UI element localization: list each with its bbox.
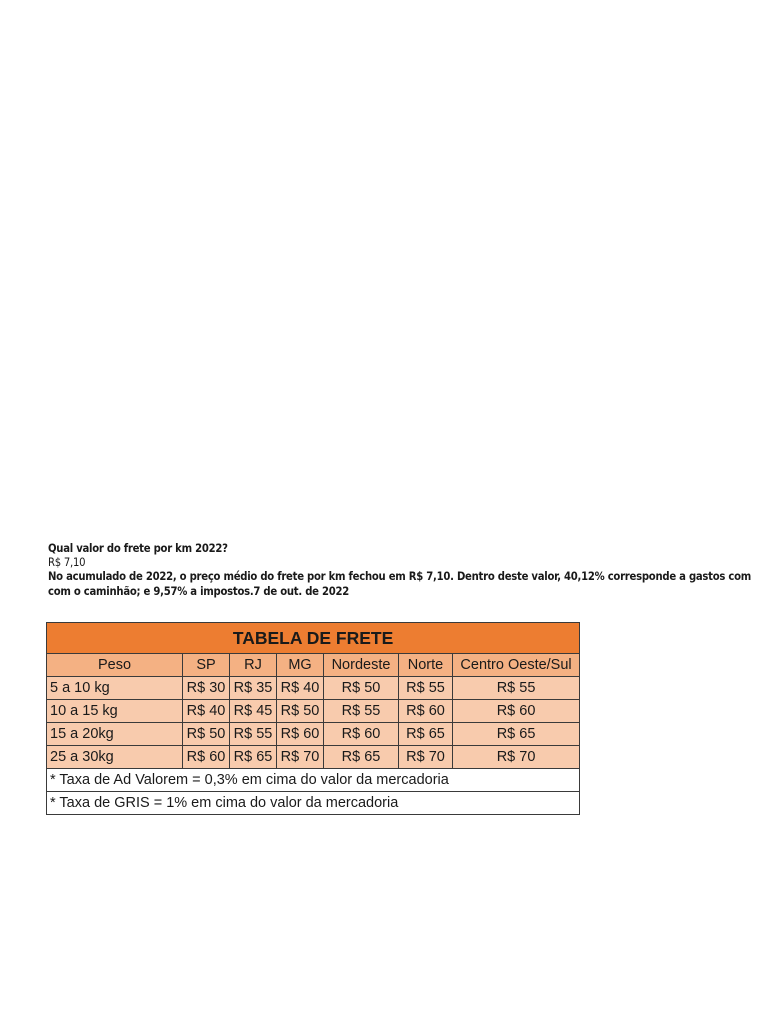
price-cell-norte: R$ 55	[399, 677, 453, 700]
table-row	[47, 723, 580, 746]
price-cell-sp: R$ 50	[183, 723, 230, 746]
price-cell-centro-oeste-sul: R$ 65	[453, 723, 580, 746]
price-cell-norte: R$ 65	[399, 723, 453, 746]
price-cell-mg: R$ 70	[277, 746, 324, 769]
intro-text-block	[48, 542, 768, 599]
table-title: TABELA DE FRETE	[47, 623, 580, 654]
price-cell-nordeste: R$ 60	[324, 723, 399, 746]
column-header-weight: Peso	[47, 654, 183, 677]
column-header-norte: Norte	[399, 654, 453, 677]
price-cell-centro-oeste-sul: R$ 70	[453, 746, 580, 769]
note-gris: * Taxa de GRIS = 1% em cima do valor da mercadoria	[47, 792, 580, 815]
table-row	[47, 677, 580, 700]
price-cell-norte: R$ 70	[399, 746, 453, 769]
price-cell-mg: R$ 60	[277, 723, 324, 746]
price-cell-sp: R$ 30	[183, 677, 230, 700]
column-header-rj: RJ	[230, 654, 277, 677]
intro-question: Qual valor do frete por km 2022?	[48, 542, 228, 555]
weight-range-cell: 25 a 30kg	[47, 746, 183, 769]
price-cell-sp: R$ 40	[183, 700, 230, 723]
price-cell-nordeste: R$ 50	[324, 677, 399, 700]
column-header-sp: SP	[183, 654, 230, 677]
price-cell-rj: R$ 65	[230, 746, 277, 769]
column-header-centro-oeste-sul: Centro Oeste/Sul	[453, 654, 580, 677]
price-cell-rj: R$ 55	[230, 723, 277, 746]
price-cell-norte: R$ 60	[399, 700, 453, 723]
column-header-nordeste: Nordeste	[324, 654, 399, 677]
freight-table	[46, 622, 580, 815]
column-header-mg: MG	[277, 654, 324, 677]
price-cell-centro-oeste-sul: R$ 60	[453, 700, 580, 723]
table-row	[47, 700, 580, 723]
table-note-row	[47, 792, 580, 815]
price-cell-centro-oeste-sul: R$ 55	[453, 677, 580, 700]
table-note-row	[47, 769, 580, 792]
intro-paragraph-line-2: com o caminhão; e 9,57% a impostos.7 de out. de 2022	[48, 584, 349, 598]
intro-answer-price: R$ 7,10	[48, 556, 86, 570]
price-cell-sp: R$ 60	[183, 746, 230, 769]
weight-range-cell: 10 a 15 kg	[47, 700, 183, 723]
table-row	[47, 746, 580, 769]
weight-range-cell: 5 a 10 kg	[47, 677, 183, 700]
price-cell-mg: R$ 40	[277, 677, 324, 700]
price-cell-nordeste: R$ 65	[324, 746, 399, 769]
intro-paragraph-line-1: No acumulado de 2022, o preço médio do frete por km fechou em R$ 7,10. Dentro deste valor, 40,12% corresponde a gastos com	[48, 570, 752, 584]
price-cell-rj: R$ 35	[230, 677, 277, 700]
table-title-row	[47, 623, 580, 654]
note-ad-valorem: * Taxa de Ad Valorem = 0,3% em cima do valor da mercadoria	[47, 769, 580, 792]
price-cell-nordeste: R$ 55	[324, 700, 399, 723]
table-header-row	[47, 654, 580, 677]
price-cell-mg: R$ 50	[277, 700, 324, 723]
price-cell-rj: R$ 45	[230, 700, 277, 723]
weight-range-cell: 15 a 20kg	[47, 723, 183, 746]
